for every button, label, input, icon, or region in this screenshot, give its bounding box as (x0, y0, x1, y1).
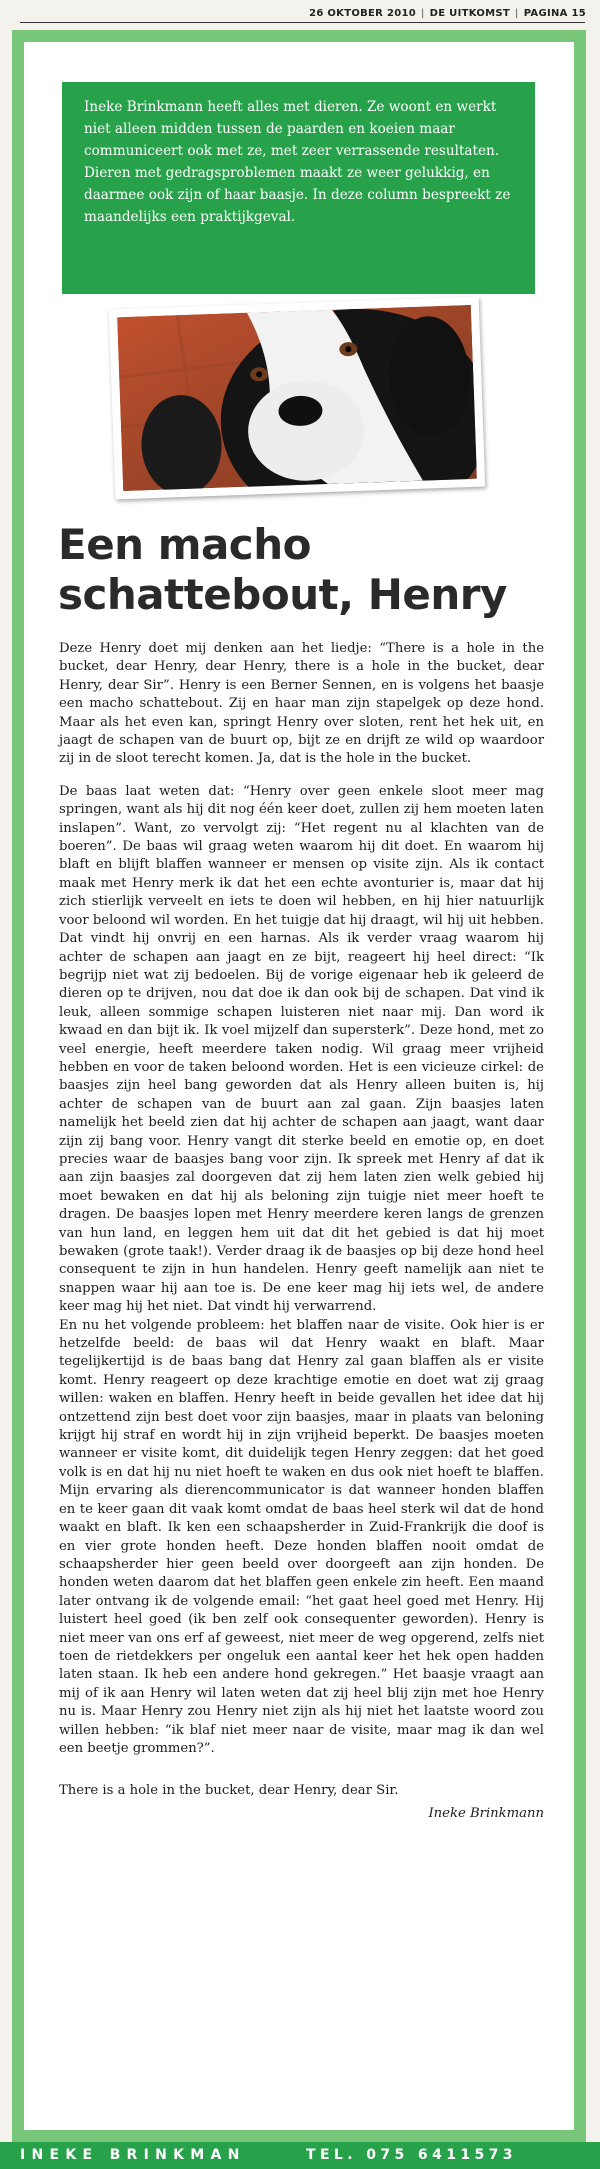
intro-text: Ineke Brinkmann heeft alles met dieren. Ze woont en werkt niet alleen midden tussen de paarden en koeien maar communiceert ook met ze, met zeer verrassende resultaten. Dieren met gedragsproblemen maakt ze weer gelukkig, en daarmee ook zijn of haar baasje. In deze column bespreekt ze maandelijks een praktijkgeval. (84, 99, 511, 225)
footer-name: INEKE BRINKMAN (20, 2147, 246, 2163)
paper-name: DE UITKOMST (429, 8, 511, 19)
article-paragraph: De baas laat weten dat: “Henry over geen enkele sloot meer mag springen, want als hij dit nog één keer doet, zullen zij hem moeten laten inslapen”. Want, zo vervolgt zij: “Het regent nu al klachten van de boeren”. De baas wil graag weten waarom hij dit doet. En waarom hij blaft en blijft blaffen wanneer er mensen op visite zijn. Als ik contact maak met Henry merk ik dat het een echte avonturier is, maar dat hij zich stierlijk verveelt en iets te doen wil hebben, en hij hier natuurlijk voor beloond wil worden. En het tuigje dat hij draagt, wil hij uit hebben. Dat vindt hij onvrij en een harnas. Als ik verder vraag waarom hij achter de schapen aan jaagt en ze bijt, reageert hij heel direct: “Ik begrijp niet wat zij bedoelen. Bij de vorige eigenaar heb ik geleerd de dieren op te drijven, nou dat doe ik dan ook bij de schapen. Dat vind ik leuk, alleen sommige schapen luisteren niet naar mij. Dan word ik kwaad en dan bijt ik. Ik voel mijzelf dan supersterk”. Deze hond, met zo veel energie, heeft meerdere taken nodig. Wil graag meer vrijheid hebben en voor de taken beloond worden. Het is een vicieuze cirkel: de baasjes zijn heel bang geworden dat als Henry alleen buiten is, hij achter de schapen van de buurt aan zal gaan. Zijn baasjes laten namelijk het beeld zien dat hij achter de schapen aan jaagt, want daar zijn zij bang voor. Henry vangt dit sterke beeld en emotie op, en doet precies waar de baasjes bang voor zijn. Ik spreek met Henry af dat ik aan zijn baasjes zal doorgeven dat zij hem laten zien welk gebied hij moet bewaken en dat hij als beloning zijn tuigje niet meer hoeft te dragen. De baasjes lopen met Henry meerdere keren langs de grenzen van hun land, en leggen hem uit dat dit het gebied is dat hij moet bewaken (grote taak!). Verder draag ik de baasjes op bij deze hond heel consequent te zijn in hun handelen. Henry geeft namelijk aan niet te snappen waar hij aan toe is. De ene keer mag hij iets wel, de andere keer mag hij het niet. Dat vindt hij verwarrend. (59, 783, 544, 1315)
headline-line-2: schattebout, Henry (58, 570, 507, 619)
closing-line: There is a hole in the bucket, dear Henry, dear Sir. (59, 1783, 399, 1799)
article-paragraph: En nu het volgende probleem: het blaffen naar de visite. Ook hier is er hetzelfde beeld: de baas wil dat Henry waakt en blaft. Maar tegelijkertijd is de baas bang dat Henry zal gaan blaffen als er visite komt. Henry reageert op deze krachtige emotie en doet wat zij graag willen: waken en blaffen. Henry heeft in beide gevallen het idee dat hij ontzettend zijn best doet voor zijn baasjes, maar in plaats van beloning krijgt hij straf en wordt hij in zijn vrijheid beperkt. De baasjes moeten wanneer er visite komt, dit duidelijk tegen Henry zeggen: dat het goed volk is en dat hij nu niet hoeft te waken en dus ook niet hoeft te blaffen. Mijn ervaring als dierencommunicator is dat wanneer honden blaffen en te keer gaan dit vaak komt omdat de baas heel sterk wil dat de hond waakt en blaft. Ik ken een schaapsherder in Zuid-Frankrijk die doof is en vier grote honden heeft. Deze honden blaffen nooit omdat de schaapsherder hier geen beeld over doorgeeft aan zijn honden. De honden weten daarom dat het blaffen geen enkele zin heeft. Een maand later ontvang ik de volgende email: “het gaat heel goed met Henry. Hij luistert heel goed (ik ben zelf ook consequenter geworden). Henry is niet meer van ons erf af geweest, niet meer de weg opgerend, zelfs niet toen de rietdekkers per ongeluk een aantal keer het hek open hadden laten staan. Ik heb een andere hond gekregen.” Het baasje vraagt aan mij of ik aan Henry wil laten weten dat zij heel blij zijn met hoe Henry nu is. Maar Henry zou Henry niet zijn als hij niet het laatste woord zou willen hebben: “ik blaf niet meer naar de visite, maar mag ik dan wel een beetje grommen?”. (59, 1317, 544, 1756)
issue-date: 26 OKTOBER 2010 (309, 8, 416, 19)
headline-line-1: Een macho (58, 520, 311, 569)
article-body (59, 640, 544, 1837)
masthead-separator: | (515, 8, 519, 19)
masthead-rule (20, 22, 585, 23)
footer-phone: TEL. 075 6411573 (306, 2147, 517, 2163)
dog-photo (109, 297, 485, 500)
footer-bar (0, 2142, 600, 2169)
article-headline (58, 520, 528, 620)
masthead-meta (309, 8, 586, 19)
intro-box (62, 82, 535, 294)
dog-image (117, 305, 477, 491)
masthead-separator: | (421, 8, 425, 19)
author-signature: Ineke Brinkmann (428, 1805, 544, 1821)
masthead (0, 0, 600, 30)
article-paragraph: Deze Henry doet mij denken aan het liedje: “There is a hole in the bucket, dear Henry, dear Henry, there is a hole in the bucket, dear Henry, dear Sir”. Henry is een Berner Sennen, en is volgens het baasje een macho schattebout. Zij en haar man zijn stapelgek op deze hond. Maar als het even kan, springt Henry over sloten, rent het hek uit, en jaagt de schapen van de buurt op, bijt ze en drijft ze wild op waardoor zij in de sloot terecht komen. Ja, dat is the hole in the bucket. (59, 641, 544, 767)
page-number: PAGINA 15 (523, 8, 586, 19)
